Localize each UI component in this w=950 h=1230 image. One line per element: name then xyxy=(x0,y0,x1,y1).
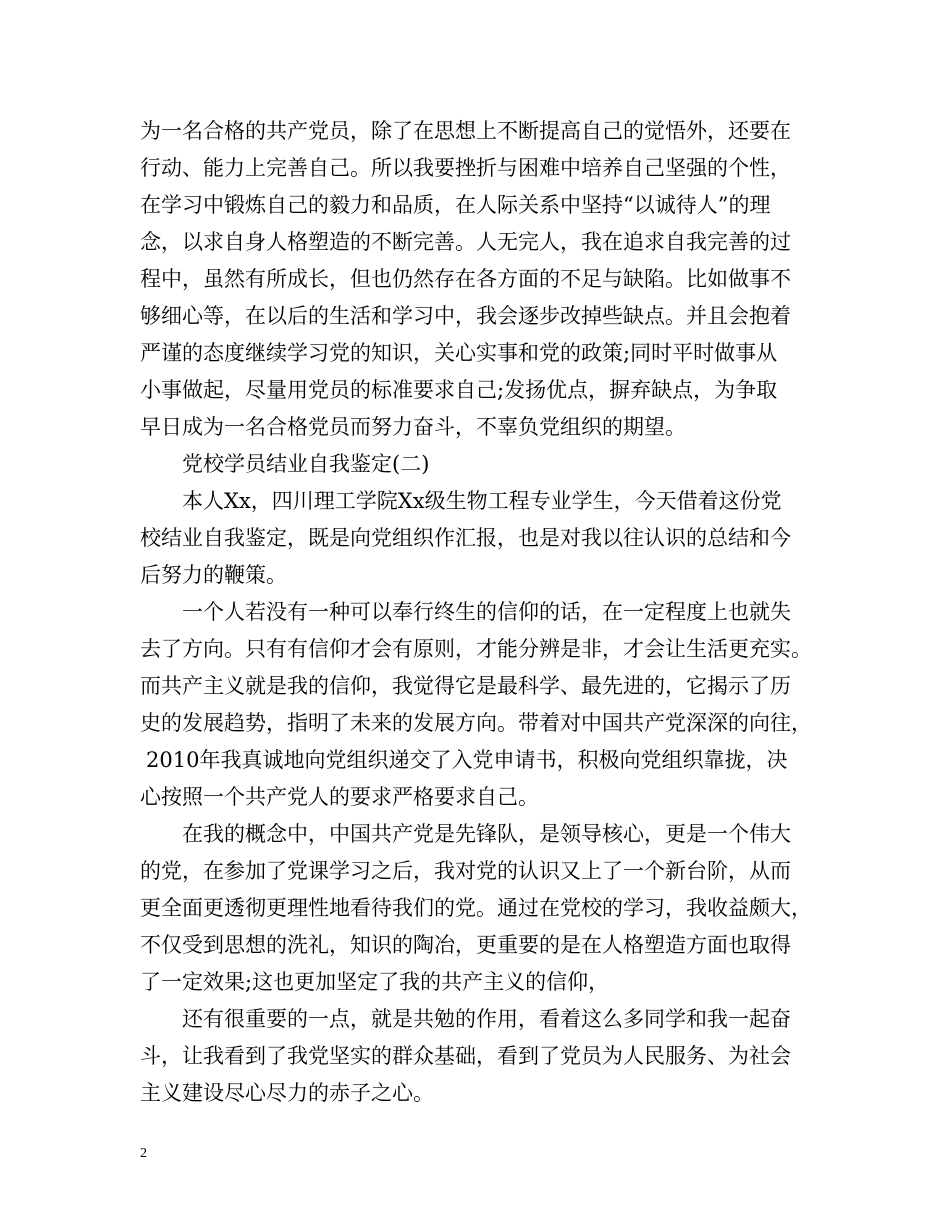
text-line: 校结业自我鉴定，既是向党组织作汇报，也是对我以往认识的总结和今 xyxy=(140,526,791,550)
text-line: 程中，虽然有所成长，但也仍然存在各方面的不足与缺陷。比如做事不 xyxy=(140,267,791,291)
text-line: 心按照一个共产党人的要求严格要求自己。 xyxy=(140,785,539,809)
text-line: 一个人若没有一种可以奉行终生的信仰的话，在一定程度上也就失 xyxy=(182,600,791,624)
text-line: 还有很重要的一点，就是共勉的作用，看着这么多同学和我一起奋 xyxy=(182,1007,791,1031)
text-line: 严谨的态度继续学习党的知识，关心实事和党的政策;同时平时做事从 xyxy=(140,341,778,365)
text-line: 去了方向。只有有信仰才会有原则，才能分辨是非，才会让生活更充实。 xyxy=(140,637,812,661)
text-line: 了一定效果;这也更加坚定了我的共产主义的信仰， xyxy=(140,970,610,994)
text-line: 在我的概念中，中国共产党是先锋队，是领导核心，更是一个伟大 xyxy=(182,822,791,846)
page-number: 2 xyxy=(140,1146,147,1161)
text-line: 不仅受到思想的洗礼，知识的陶冶，更重要的是在人格塑造方面也取得 xyxy=(140,933,791,957)
text-line: 后努力的鞭策。 xyxy=(140,563,287,587)
text-line: 行动、能力上完善自己。所以我要挫折与困难中培养自己坚强的个性， xyxy=(140,156,791,180)
text-line: 而共产主义就是我的信仰，我觉得它是最科学、最先进的，它揭示了历 xyxy=(140,674,791,698)
text-line: 在学习中锻炼自己的毅力和品质，在人际关系中坚持“以诚待人”的理 xyxy=(140,193,771,217)
text-line: 更全面更透彻更理性地看待我们的党。通过在党校的学习，我收益颇大， xyxy=(140,896,812,920)
section-heading: 党校学员结业自我鉴定(二) xyxy=(182,452,430,476)
text-line: 早日成为一名合格党员而努力奋斗，不辜负党组织的期望。 xyxy=(140,415,686,439)
text-line: 够细心等，在以后的生活和学习中，我会逐步改掉些缺点。并且会抱着 xyxy=(140,304,791,328)
text-line: 念，以求自身人格塑造的不断完善。人无完人，我在追求自我完善的过 xyxy=(140,230,791,254)
text-line: 小事做起，尽量用党员的标准要求自己;发扬优点，摒弃缺点，为争取 xyxy=(140,378,778,402)
text-line: 史的发展趋势，指明了未来的发展方向。带着对中国共产党深深的向往， xyxy=(140,711,812,735)
text-line: 主义建设尽心尽力的赤子之心。 xyxy=(140,1081,434,1105)
text-line: 2010年我真诚地向党组织递交了入党申请书，积极向党组织靠拢，决 xyxy=(146,748,788,772)
text-line: 的党，在参加了党课学习之后，我对党的认识又上了一个新台阶，从而 xyxy=(140,859,791,883)
text-line: 斗，让我看到了我党坚实的群众基础，看到了党员为人民服务、为社会 xyxy=(140,1044,791,1068)
text-line: 为一名合格的共产党员，除了在思想上不断提高自己的觉悟外，还要在 xyxy=(140,119,791,143)
text-line: 本人Xx，四川理工学院Xx级生物工程专业学生，今天借着这份党 xyxy=(182,489,782,513)
